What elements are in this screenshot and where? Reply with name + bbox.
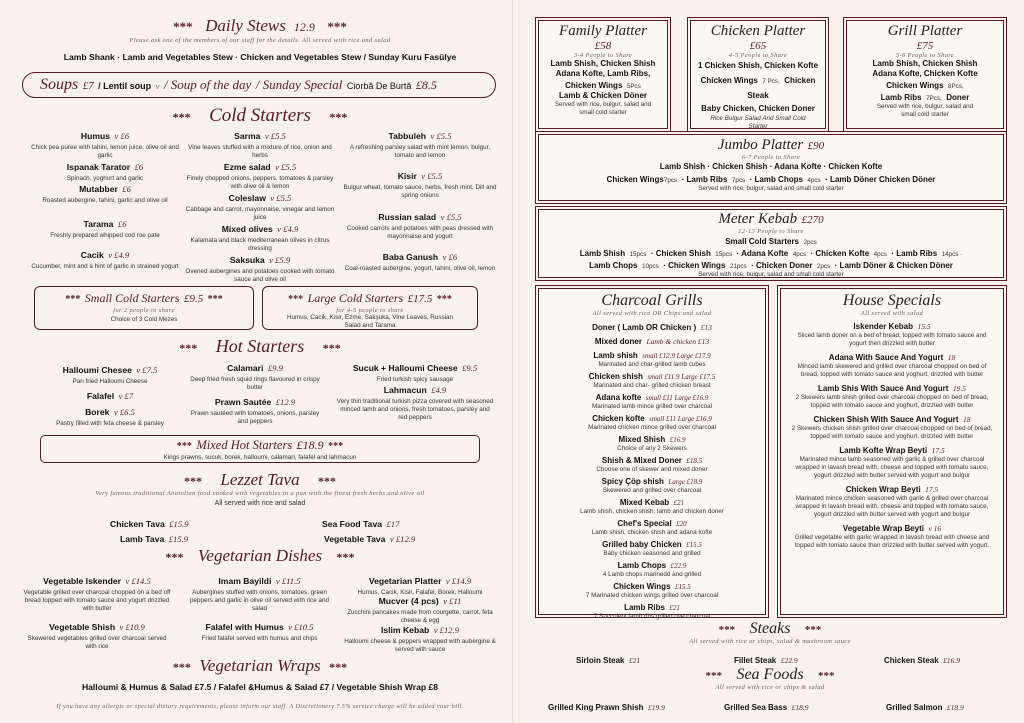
- fillet-steak: Fillet Steak £22.9: [734, 656, 798, 665]
- hot-col-2: Calamari £9.9 Deep fried fresh squid rings flavoured in crispy butter Prawn Sautée £12.9 Prawn sautéed with tomatoes, onions, parsley and peppers: [190, 363, 320, 425]
- soups-row: Soups £7 / Lentil soup v / Soup of the day / Sunday Special Ciorbă De Burtă £8.5: [40, 76, 437, 93]
- mixed-hot-starters: *** Mixed Hot Starters £18.9 *** Kings prawns, sucuk, borek, halloumi, calamari, falafel and lahmacun: [163, 438, 357, 461]
- wraps-items: Halloumi & Humus & Salad £7.5 / Falafel &Humus & Salad £7 / Vegetable Shish Wrap £8: [81, 682, 439, 692]
- tava-lamb: Lamb Tava £15.9: [120, 534, 189, 544]
- daily-stews-items: Lamb Shank · Lamb and Vegetables Stew · Chicken and Vegetables Stew / Sunday Kuru Fasülye: [63, 52, 457, 62]
- daily-stews-header: *** Daily Stews 12.9 ***: [173, 16, 347, 35]
- steaks-sub: All served with rice or chips, salad & mushroom sauce: [689, 638, 851, 645]
- wraps-header: *** Vegetarian Wraps ***: [172, 656, 348, 675]
- king-prawn-shish: Grilled King Prawn Shish £19.9: [548, 703, 665, 712]
- grill-platter: Grill Platter £75 5-6 People to Share Lamb Shish, Chicken Shish Adana Kofte, Chicken Kofte Chicken Wings 8Pcs, Lamb Ribs 7Pcs, Doner Served with rice, bulgur, salad and small cold starter: [872, 23, 978, 118]
- grilled-sea-bass: Grilled Sea Bass £18.9: [724, 703, 809, 712]
- meter-kebab: Meter Kebab £270 12-13 People to Share Small Cold Starters 2pcs Lamb Shish 15pcs · Chicken Shish 15pcs · Adana Kofte 4pcs · Chicken Kofte 4pcs · Lamb Ribs 14pcs · Lamb Chops 10pcs · Chicken Wings 21pcs · Chicken Doner 2pcs · Lamb Döner & Chicken Döner Served with rice, bulgur, salad and small cold starter: [579, 211, 963, 278]
- charcoal-grills: Charcoal Grills All served with rice OR Chips and salad Doner ( Lamb OR Chicken ) £13 Mixed doner Lamb & chicken £13 Lamb shish small £12.9 Large £17.9 Marinated and char-grilled lamb cubes Chicken shish small £11.9 Large £17.5 Marinated and char- grilled chicken breast Adana kofte small £11 Large £16.9 Marinated lamb mince grilled over charcoal Chicken kofte small £11 Large £16.9 Marinated chicken mince grilled over charcoal Mixed Shish £16.9 Choice of any 2 Skewers Shish & Mixed Doner £18.5 Choose one of skewer and mixed doner Spicy Çöp shish Large £18.9 Skewered and grilled over charcoal Mixed Kebab £21 Lamb shish, chicken shish, lamb and chicken doner Chef's Special £20 Lamb shish, chicken shish and adana kofte Grilled baby Chicken £15.5 Baby chicken seasoned and grilled Lamb Chops £22.9 4 Lamb chops marinedd and grilled Chicken Wings £15.5 7 Marinated chicken wings grilled over charcoal Lamb Ribs £21 7 Succulent lamb ribs grilled ove charcoal: [580, 292, 724, 620]
- sirloin-steak: Sirloin Steak £21: [576, 656, 641, 665]
- steaks-header: *** Steaks ***: [718, 620, 822, 637]
- tava-note: Very famous traditional Anatolian food cooked with vegetables in a pan with the finest fresh herbs and olive oil: [95, 490, 425, 497]
- jumbo-platter: Jumbo Platter £90 6-7 People to Share Lamb Shish · Chicken Shish · Adana Kofte · Chicken Kofte Chicken Wings7pcs · Lamb Ribs 7pcs · Lamb Chops 4pcs · Lamb Döner Chicken Döner Served with rice, bulgur, salad and small cold starter: [606, 137, 936, 192]
- veg-col-1: Vegetable Iskender v £14.5 Vegetable grilled over charcoal chopped on a bed off bread topped with tomato sauce and yogurt drizzled with butter Vegetable Shish v £10.9 Skewered vegetables grilled over charcoal served with rice: [23, 576, 171, 650]
- veg-header: *** Vegetarian Dishes ***: [165, 546, 355, 565]
- veg-col-3: Vegetarian Platter v £14.9 Humus, Cacik, Kisir, Falafel, Borek, Halloumi Mucver (4 pcs) v £11 Zucchini pancakes made from courgette, carrot, feta cheese & egg Islim Kebab v £12.9 Halloumi cheese & peppers wrapped with aubergine & served with sauce: [344, 576, 496, 653]
- hot-col-3: Sucuk + Halloumi Cheese £9.5 Fried turkish spicy sausage Lahmacun £4.9 Very thin traditional turkish pizza covered with seasoned minced lamb and onions, fresh tomatoes, parsley and red peppers: [336, 363, 494, 421]
- family-platter: Family Platter £58 3-4 People to Share Lamb Shish, Chicken Shish Adana Kofte, Lamb Ribs, Chicken Wings 5Pcs Lamb & Chicken Döner Served with rice, bulgur, salad and small cold starter: [550, 23, 656, 116]
- hot-starters-header: *** Hot Starters ***: [179, 336, 341, 356]
- cold-col-3: Tabbuleh v £5.5 A refreshing parsley salad with mint lemon, bulgur, tomato and lemon Kisir v £5.5 Bulgur wheat, tomato sauce, herbs, fresh mint, Dill and spring onions Russian salad v £5.5 Cooked carrots and potatoes with peas dressed with mayonnaise and yogurt Baba Ganush v £6 Coal-roasted aubergine, yogurt, tahini, olive oil, lemon: [343, 131, 497, 272]
- seafood-sub: All served with rice or chips & salad: [715, 684, 825, 691]
- tava-vegetable: Vegetable Tava v £12.9: [324, 534, 416, 544]
- seafood-header: *** Sea Foods ***: [705, 666, 835, 683]
- tava-header: *** Lezzet Tava ***: [183, 470, 337, 489]
- cold-col-1: Humus v £6 Chick pea puree with tahini, lemon juice, olive oil and garlic Ispanak Tarator £6 Spinach, yoghurt and garlic Mutabber £6 Roasted aubergine, tahini, garlic and olive oil Tarama £6 Freshly prepared whipped cod roe pate Cacik v £4.9 Cucumber, mint and a hint of garlic in strained yogurt: [31, 131, 179, 270]
- small-cold-starters: *** Small Cold Starters £9.5 *** for 2 people to share Choice of 3 Cold Mezes: [65, 291, 223, 323]
- cold-col-2: Sarma v £5.5 Vine leaves stuffed with a mixture of rice, onion and herbs Ezme salad v £5.5 Finely chopped onions, peppers, tomatoes & parsley with olive oil & lemon Coleslaw v £5.5 Cabbage and carrot, mayonnaise, vinegar and lemon juice Mixed olives v £4.9 Kalamata and black mediterranean olives in citrus dressing Saksuka v £5.9 Ovened aubergines and potatoes cooked with tomato sauce and olive oil: [185, 131, 335, 283]
- daily-stews-note: Please ask one of the members of our staff for the details. All served with rice and salad: [129, 37, 391, 44]
- tava-seafood: Sea Food Tava £17: [322, 519, 400, 529]
- chicken-platter: Chicken Platter £65 4-5 People to Share 1 Chicken Shish, Chicken Kofte Chicken Wings 7 Pcs, Chicken Steak Baby Chicken, Chicken Doner Rice Bulgur Salad And Small Cold Starter: [697, 23, 819, 130]
- tava-served: All served with rice and salad: [214, 500, 306, 507]
- house-specials: House Specials All served with salad Iskender Kebab 15.5 Sliced lamb doner on a bed of bread, topped with tomato sauce and yogurt then drizzled with butter Adana With Sauce And Yogurt 18 Minced lamb skewered and grilled over charcoal chopped on bed of bread, topped with tomato sauce and yoghurt, drizzled with butter Lamb Shis With Sauce And Yogurt 19.5 2 Skewers lamb shish grilled over charcoal chopped on bed of bread, topped with tomato sauce and yoghurt, drizzled with butter Chicken Shish With Sauce And Yogurt 18 2 Skewers chicken shish grilled over charcoal chopped on bed of bread, topped with tomato sauce and yoghurt, drizzled with butter Lamb Kofte Wrap Beyti 17.5 Marinated mince lamb seasoned with garlic & grilled over charcoal wrapped in lavash bread with, cheese and topped with tomato sauce, yogurt drizzled with butter served with yogurt and bulgur Chicken Wrap Beyti 17.5 Marinated mince chicken seasoned with garlic & grilled over charcoal wrapped in lavash bread with, cheese and topped with tomato sauce, yogurt drizzled with butter served with yogurt and bulgur Vegetable Wrap Beyti v 16 Grilled vegetable with garlic wrapped in lavash bread with cheese and topped with tomato sauce then drizzled with butter served with yogurt.: [791, 292, 993, 549]
- daily-stews-title: Daily Stews: [205, 16, 286, 35]
- cold-starters-header: *** Cold Starters ***: [172, 105, 348, 126]
- large-cold-starters: *** Large Cold Starters £17.5 *** for 4-5 people to share Humus, Cacik, Kisir, Ezme, Sakşuka, Vine Leaves, Russian Salad and Tarama: [286, 291, 454, 329]
- grilled-salmon: Grilled Salmon £18.9: [886, 703, 964, 712]
- chicken-steak: Chicken Steak £16.9: [884, 656, 961, 665]
- page-fold: [512, 0, 513, 723]
- footer-note: If you have any allergic or special dietary requirements, please inform our staff. A Discretionery 7.5% service charge will be added your bill.: [56, 703, 464, 710]
- tava-chicken: Chicken Tava £15.9: [110, 519, 189, 529]
- hot-col-1: Halloumi Chesee v £7.5 Pan fried Halloumi Cheese Falafel v £7 Borek v £6.5 Pastry filled with feta cheese & parsley: [56, 365, 164, 427]
- veg-col-2: Imam Bayildi v £11.5 Aubergines stuffed with onions, tomatoes, green peppers and garlic in olive oil served with rice and salad Falafel with Humus v £10.5 Fried falafel served with humus and chips: [190, 576, 329, 642]
